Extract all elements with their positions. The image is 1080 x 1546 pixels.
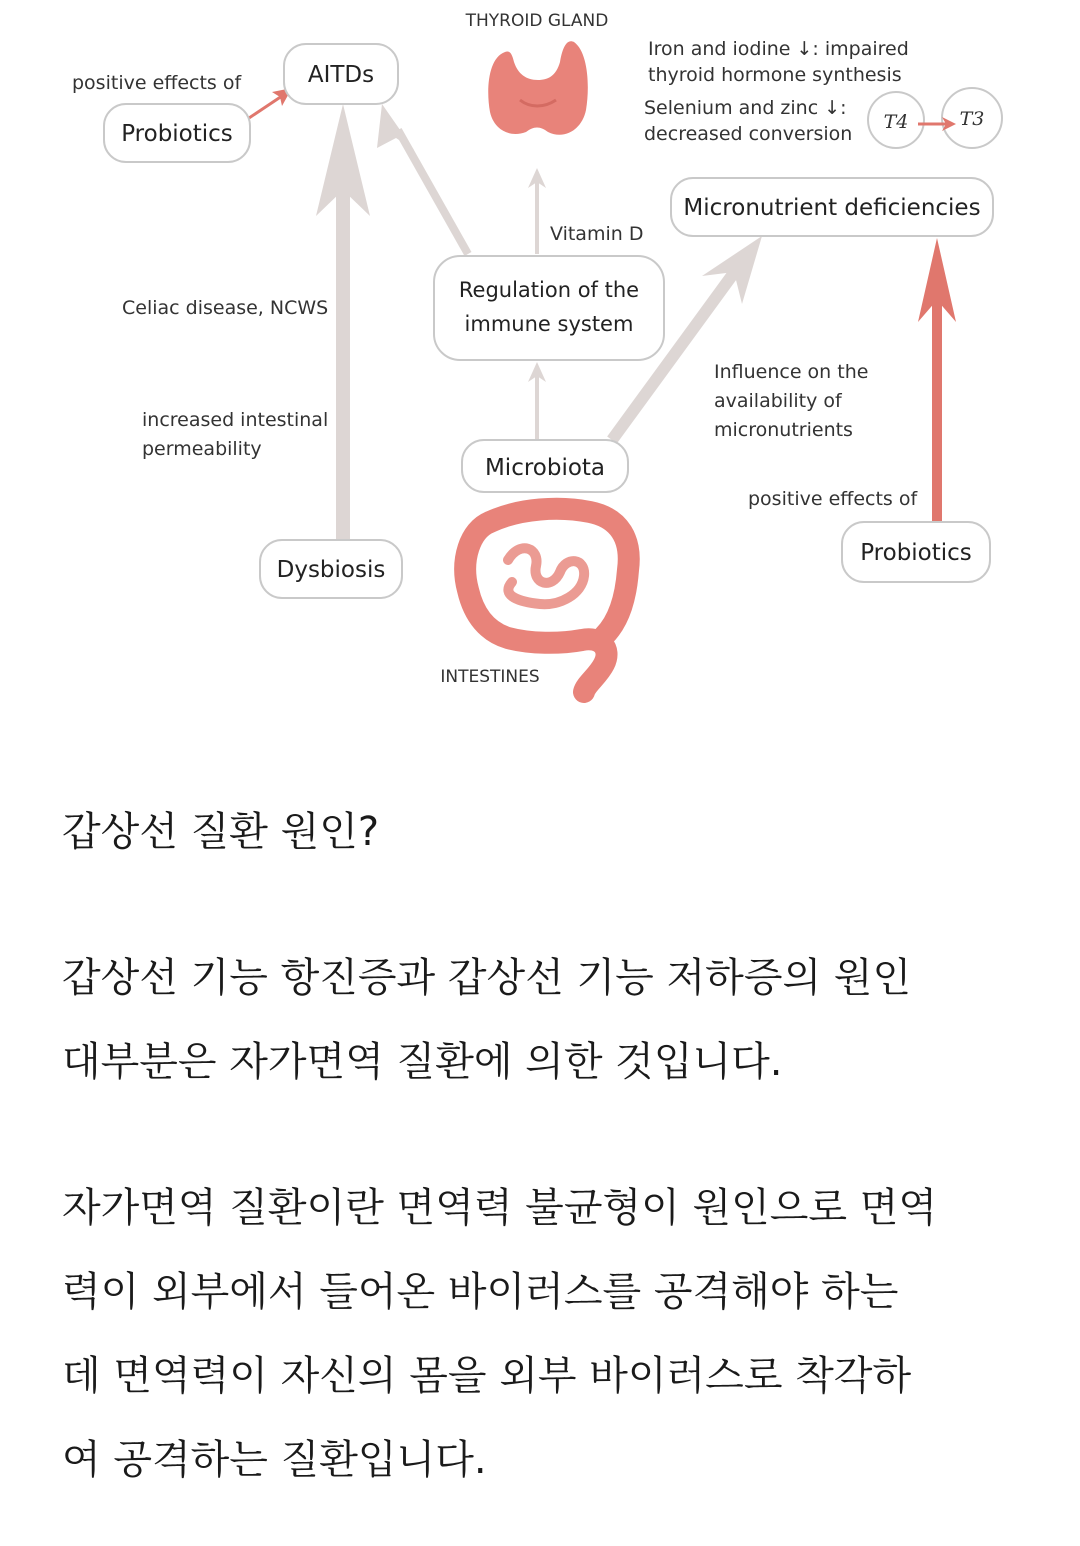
arrow-probiotics-to-micronutrients [918,238,956,522]
dysbiosis-label: Dysbiosis [276,557,386,583]
regulation-label-line1: Regulation of the [458,278,640,302]
iron-iodine-label-line2: thyroid hormone synthesis [648,64,902,86]
arrow-vitamin-d [528,168,546,254]
microbiota-node [462,440,628,492]
influence-label-line2: availability of [714,390,842,412]
celiac-label: Celiac disease, NCWS [122,297,329,319]
intestines-caption: INTESTINES [440,667,540,687]
selenium-zinc-label-line1: Selenium and zinc ↓: [644,97,847,119]
article-para2-line3: 데 면역력이 자신의 몸을 외부 바이러스로 착각하 [62,1353,912,1399]
article-para1-line2: 대부분은 자가면역 질환에 의한 것입니다. [62,1039,783,1085]
intestines-illustration [465,509,629,692]
t4-label: T4 [883,111,909,133]
thyroid-gut-axis-diagram [0,0,1080,720]
positive-effects-left-label: positive effects of [72,72,242,94]
arrow-probiotics-to-aitds [246,88,292,120]
article-para2-line1: 자가면역 질환이란 면역력 불균형이 원인으로 면역 [62,1185,938,1231]
regulation-immune-node [434,256,664,360]
dysbiosis-node [260,540,402,598]
probiotics-right-node [842,522,990,582]
t3-node [942,88,1002,148]
aitds-label: AITDs [307,62,375,88]
aitds-node [284,44,398,104]
arrow-microbiota-to-regulation [528,362,546,442]
regulation-label-line2: immune system [464,312,634,336]
thyroid-gland-illustration [488,41,588,135]
vitamin-d-label: Vitamin D [550,223,644,245]
article-heading: 갑상선 질환 원인? [62,809,380,855]
probiotics-left-node [104,104,250,162]
t4-node [868,92,924,148]
influence-label-line3: micronutrients [714,419,853,441]
t3-label: T3 [959,108,985,130]
influence-label-line1: Influence on the [714,361,869,383]
article-para1-line1: 갑상선 기능 항진증과 갑상선 기능 저하증의 원인 [62,955,912,1001]
arrow-regulation-to-aitds [377,104,468,254]
probiotics-right-label: Probiotics [860,540,972,566]
article-para2-line4: 여 공격하는 질환입니다. [62,1437,487,1483]
probiotics-left-label: Probiotics [121,121,233,147]
selenium-zinc-label-line2: decreased conversion [644,123,853,145]
permeability-label-line2: permeability [142,438,262,460]
micronutrient-deficiencies-node [671,178,993,236]
iron-iodine-label-line1: Iron and iodine ↓: impaired [648,38,909,60]
permeability-label-line1: increased intestinal [142,409,329,431]
micronutrient-deficiencies-label: Micronutrient deficiencies [683,195,981,221]
arrow-dysbiosis-to-aitds [316,104,370,542]
article-para2-line2: 력이 외부에서 들어온 바이러스를 공격해야 하는 [62,1269,899,1315]
article-body [62,790,1042,1502]
thyroid-caption: THYROID GLAND [465,11,609,31]
microbiota-label: Microbiota [484,455,606,481]
positive-effects-right-label: positive effects of [748,488,918,510]
